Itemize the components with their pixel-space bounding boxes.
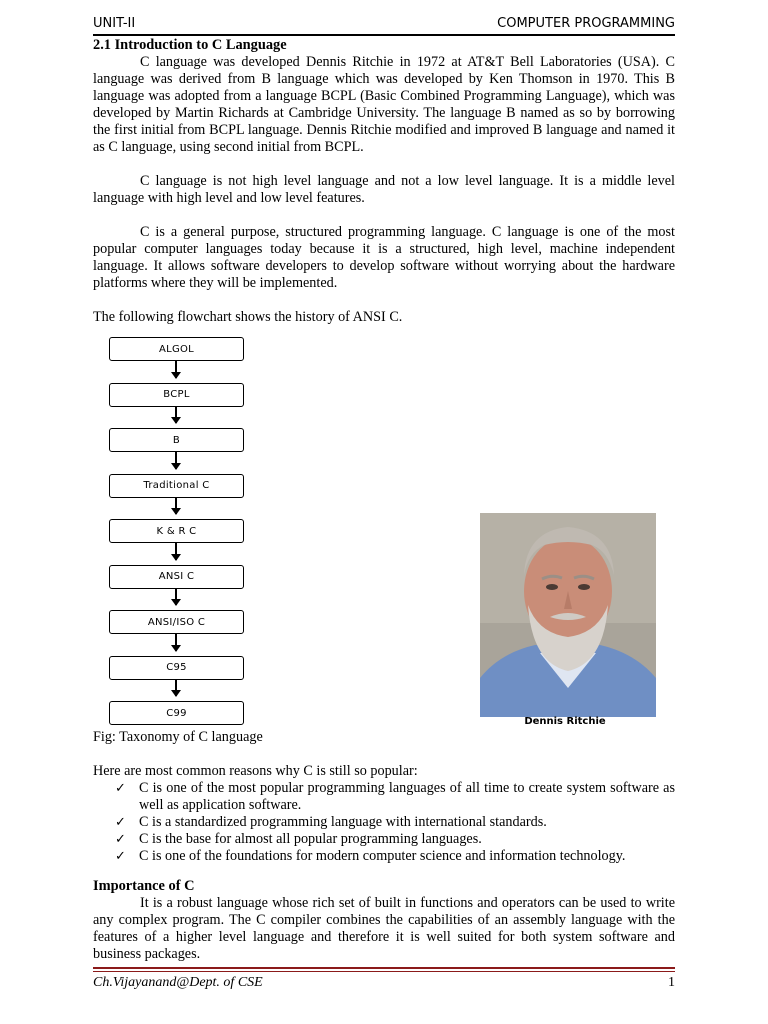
flowchart-node: C99 bbox=[109, 701, 244, 725]
flowchart-node: ALGOL bbox=[109, 337, 244, 361]
flowchart-node: Traditional C bbox=[109, 474, 244, 498]
flowchart-arrow bbox=[175, 498, 177, 515]
flowchart-arrow bbox=[175, 452, 177, 469]
checkmark-icon: ✓ bbox=[115, 781, 126, 796]
flowchart-arrow bbox=[175, 634, 177, 651]
importance-title: Importance of C bbox=[93, 878, 195, 894]
page-header bbox=[93, 14, 675, 36]
reason-item bbox=[115, 814, 675, 831]
dennis-ritchie-photo bbox=[480, 513, 656, 717]
flowchart-node: K & R C bbox=[109, 519, 244, 543]
flowchart-node: BCPL bbox=[109, 383, 244, 407]
flowchart-arrow bbox=[175, 589, 177, 606]
header-subject: COMPUTER PROGRAMMING bbox=[497, 16, 675, 31]
reason-item bbox=[115, 780, 675, 814]
flowchart-node: C95 bbox=[109, 656, 244, 680]
paragraph-flowchart-intro: The following flowchart shows the history of ANSI C. bbox=[93, 309, 403, 325]
reason-text: C is the base for almost all popular programming languages. bbox=[139, 831, 482, 847]
importance-paragraph: It is a robust language whose rich set of built in functions and operators can be used to write any complex program. The C compiler combines the capabilities of an assembly language with the features of a higher level language and therefore it is well suited for both system software and business packages. bbox=[93, 895, 675, 962]
page-number: 1 bbox=[668, 975, 675, 990]
reason-text: C is one of the most popular programming languages of all time to create system software as well as application software. bbox=[139, 780, 675, 813]
paragraph-middle-level: C language is not high level language and not a low level language. It is a middle level language with high level and low level features. bbox=[93, 173, 675, 206]
flowchart-node: B bbox=[109, 428, 244, 452]
ansi-c-history-flowchart bbox=[109, 337, 269, 729]
paragraph-history: C language was developed Dennis Ritchie in 1972 at AT&T Bell Laboratories (USA). C language was derived from B language which was developed by Ken Thomson in 1970. This B language was adopted from a language BCPL (Basic Combined Programming Language), which was developed by Martin Richards at Cambridge University. The language B named as so by borrowing the first initial from BCPL language. Dennis Ritchie modified and improved B language and named it as C language, using second initial from BCPL. bbox=[93, 54, 675, 155]
flowchart-arrow bbox=[175, 680, 177, 697]
document-body bbox=[93, 37, 675, 963]
checkmark-icon: ✓ bbox=[115, 849, 126, 864]
figure-caption: Fig: Taxonomy of C language bbox=[93, 729, 263, 745]
flowchart-arrow bbox=[175, 361, 177, 378]
reason-item bbox=[115, 848, 675, 865]
flowchart-arrow bbox=[175, 407, 177, 424]
header-unit: UNIT-II bbox=[93, 16, 136, 31]
reason-text: C is a standardized programming language with international standards. bbox=[139, 814, 547, 830]
checkmark-icon: ✓ bbox=[115, 832, 126, 847]
flowchart-node: ANSI C bbox=[109, 565, 244, 589]
section-title: 2.1 Introduction to C Language bbox=[93, 37, 287, 53]
photo-caption: Dennis Ritchie bbox=[524, 716, 606, 727]
reason-item bbox=[115, 831, 675, 848]
flowchart-node: ANSI/ISO C bbox=[109, 610, 244, 634]
reason-text: C is one of the foundations for modern computer science and information technology. bbox=[139, 848, 626, 864]
footer-rule bbox=[93, 967, 675, 972]
flowchart-arrow bbox=[175, 543, 177, 560]
checkmark-icon: ✓ bbox=[115, 815, 126, 830]
paragraph-general-purpose: C is a general purpose, structured programming language. C language is one of the most popular computer languages today because it is a structured, high level, machine independent language. It allows software developers to develop software without worrying about the hardware platforms where they will be implemented. bbox=[93, 224, 675, 291]
footer-author: Ch.Vijayanand@Dept. of CSE bbox=[93, 975, 263, 990]
reasons-intro: Here are most common reasons why C is still so popular: bbox=[93, 763, 418, 779]
reasons-list bbox=[93, 780, 675, 865]
